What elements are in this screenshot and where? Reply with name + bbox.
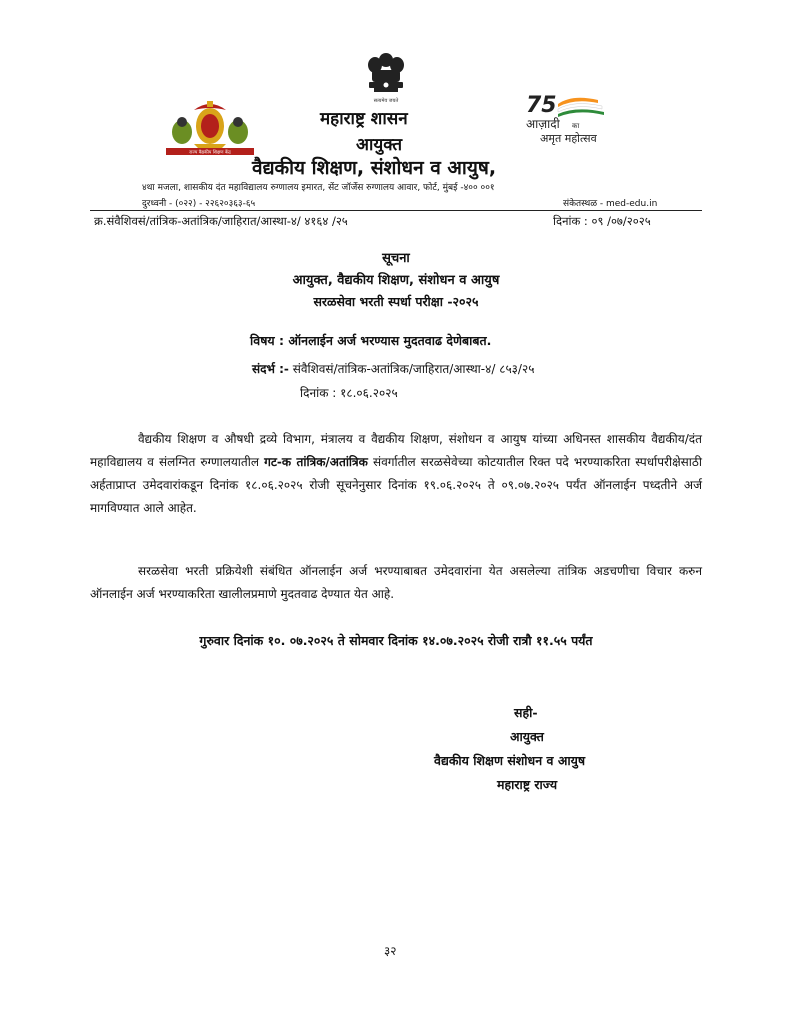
azadi-line2: अमृत महोत्सव [540,132,597,145]
signatory-title: आयुक्त [510,729,544,744]
office-phone: दुरध्वनी - (०२२) - २२६२०३६३-६५ [142,199,256,209]
signature-mark: सही- [514,705,538,720]
p2-text: सरळसेवा भरती प्रक्रियेशी संबंधित ऑनलाईन अर्ज भरण्याबाबत उमेदवारांना येत असलेल्या तांत्रिक अडचणीचा विचार करुन ऑनलाईन अर्ज भरण्याकरिता खालीलप्रमाणे मुदतवाढ देण्यात येत आहे. [90,564,702,601]
notice-issuer: आयुक्त, वैद्यकीय शिक्षण, संशोधन व आयुष [292,273,500,288]
letter-date: दिनांक : ०९ /०७/२०२५ [553,214,651,228]
reference-text: संवैशिवसं/तांत्रिक-अतांत्रिक/जाहिरात/आस्था-४/ ८५३/२५ [288,362,535,376]
p1-text-a: वैद्यकीय शिक्षण व औषधी द्रव्ये विभाग, मंत्रालय व वैद्यकीय शिक्षण, संशोधन व आयुष यांच्या अधिनस्त शासकीय वैद्यकीय/दंत महाविद्यालय व संलग्नित रुग्णालयातील [90,432,702,469]
extended-deadline: गुरुवार दिनांक १०. ०७.२०२५ ते सोमवार दिनांक १४.०७.२०२५ रोजी रात्रौ ११.५५ पर्यंत [199,633,593,648]
seal-text: राज्य वैद्यकीय शिक्षण केंद्र [189,150,231,156]
azadi-ka: का [572,122,580,130]
azadi-ka-amrit-mahotsav-logo [522,90,610,148]
signatory-state: महाराष्ट्र राज्य [497,777,558,792]
reference-label: संदर्भ :- [252,362,289,376]
emblem-caption: सत्यमेव जयते [373,98,399,104]
body-paragraph-2 [90,560,702,606]
government-name: महाराष्ट्र शासन [320,109,408,129]
reference-line [252,360,534,377]
department-name: वैद्यकीय शिक्षण, संशोधन व आयुष, [252,157,497,179]
office-website: संकेतस्थळ - med-edu.in [563,199,658,209]
notice-title: सूचना [382,251,410,266]
azadi-line1: आज़ादी [526,117,560,131]
azadi-number: 75 [526,93,557,118]
reference-date: दिनांक : १८.०६.२०२५ [300,386,398,400]
office-address: ४था मजला, शासकीय दंत महाविद्यालय रुग्णालय इमारत, सेंट जॉर्जेस रुग्णालय आवार, फोर्ट, मुंबई -४०० ००१ [142,183,495,193]
notice-exam-name: सरळसेवा भरती स्पर्धा परीक्षा -२०२५ [313,294,479,309]
reference-number: क्र.संवैशिवसं/तांत्रिक-अतांत्रिक/जाहिरात/आस्था-४/ ४१६४ /२५ [94,214,348,228]
commissioner-heading: आयुक्त [356,135,403,155]
header-divider [90,210,702,211]
body-paragraph-1 [90,428,702,520]
p1-bold-cadre: गट-क तांत्रिक/अतांत्रिक [264,455,368,469]
department-seal-logo [164,98,256,156]
p1-text-b: संवर्गातील सरळसेवेच्या कोटयातील रिक्त पदे भरण्याकरिता स्पर्धापरीक्षेसाठी अर्हताप्राप्त उमेदवारांकडून दिनांक १८.०६.२०२५ रोजी सूचनेनुसार दिनांक १९.०६.२०२५ ते ०९.०७.२०२५ पर्यंत ऑनलाईन पध्दतीने अर्ज मागविण्यात आले आहेत. [90,455,702,515]
subject-line: विषय : ऑनलाईन अर्ज भरण्यास मुदतवाढ देणेबाबत. [250,333,492,348]
signatory-department: वैद्यकीय शिक्षण संशोधन व आयुष [434,753,586,768]
page-number: ३२ [384,944,397,958]
